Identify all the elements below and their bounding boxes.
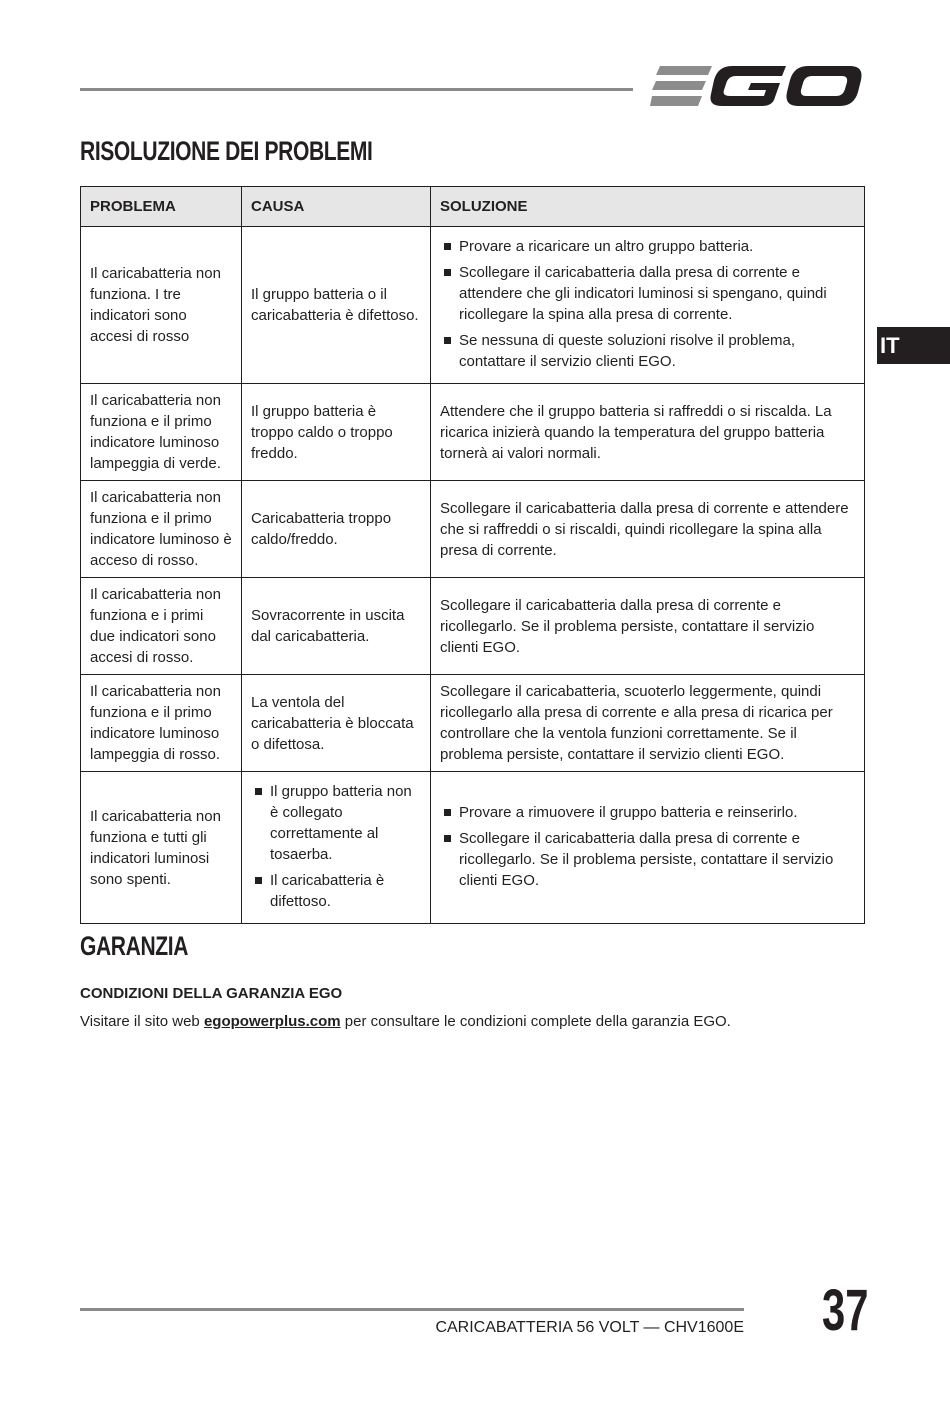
cause-item: Il caricabatteria è difettoso. (251, 870, 421, 912)
footer-rule (80, 1308, 744, 1311)
logo-o-mark (786, 66, 861, 106)
cause-list (251, 781, 421, 912)
problem-cell: Il caricabatteria non funziona e il primo indicatore luminoso lampeggia di rosso. (81, 675, 242, 772)
column-header-problem: PROBLEMA (81, 187, 242, 227)
solution-list (440, 236, 855, 372)
warranty-text-before: Visitare il sito web (80, 1013, 204, 1030)
warranty-subheading: CONDIZIONI DELLA GARANZIA EGO (80, 985, 343, 1002)
warranty-link[interactable]: egopowerplus.com (203, 1013, 341, 1030)
warranty-title: GARANZIA (80, 931, 189, 961)
table-row (81, 227, 865, 384)
cause-cell: Sovracorrente in uscita dal caricabatteria. (242, 578, 431, 675)
problem-cell: Il caricabatteria non funziona e tutti gli indicatori luminosi sono spenti. (81, 772, 242, 924)
solution-item: Se nessuna di queste soluzioni risolve il problema, contattare il servizio clienti EGO. (440, 330, 855, 372)
ego-logo (650, 62, 864, 112)
solution-cell: Scollegare il caricabatteria, scuoterlo leggermente, quindi ricollegarlo alla presa di corrente e alla presa di ricarica per controllare che la ventola funzioni correttamente. Se il problema persiste, contattare il servizio clienti EGO. (431, 675, 865, 772)
solution-cell: Scollegare il caricabatteria dalla presa di corrente e ricollegarlo. Se il problema persiste, contattare il servizio clienti EGO. (431, 578, 865, 675)
solution-item: Provare a rimuovere il gruppo batteria e reinserirlo. (440, 802, 855, 823)
table-row (81, 384, 865, 481)
language-tab: IT (877, 327, 950, 364)
solution-list (440, 802, 855, 891)
column-header-solution: SOLUZIONE (431, 187, 865, 227)
problem-cell: Il caricabatteria non funziona e i primi due indicatori sono accesi di rosso. (81, 578, 242, 675)
solution-cell (431, 227, 865, 384)
problem-cell: Il caricabatteria non funziona e il primo indicatore luminoso è acceso di rosso. (81, 481, 242, 578)
logo-g-mark (710, 66, 786, 106)
cause-cell: Caricabatteria troppo caldo/freddo. (242, 481, 431, 578)
table-row (81, 578, 865, 675)
column-header-cause: CAUSA (242, 187, 431, 227)
solution-item: Scollegare il caricabatteria dalla presa di corrente e attendere che gli indicatori luminosi si spengano, quindi ricollegare la spina alla presa di corrente. (440, 262, 855, 325)
table-row (81, 675, 865, 772)
table-row (81, 481, 865, 578)
warranty-text-after: per consultare le condizioni complete della garanzia EGO. (340, 1013, 731, 1030)
problem-cell: Il caricabatteria non funziona. I tre indicatori sono accesi di rosso (81, 227, 242, 384)
solution-cell (431, 772, 865, 924)
cause-cell (242, 772, 431, 924)
solution-cell: Attendere che il gruppo batteria si raffreddi o si riscalda. La ricarica inizierà quando la temperatura del gruppo batteria tornerà ai valori normali. (431, 384, 865, 481)
solution-item: Provare a ricaricare un altro gruppo batteria. (440, 236, 855, 257)
cause-item: Il gruppo batteria non è collegato correttamente al tosaerba. (251, 781, 421, 865)
table-header-row (81, 187, 865, 227)
solution-cell: Scollegare il caricabatteria dalla presa di corrente e attendere che si raffreddi o si riscaldi, quindi ricollegare la spina alla presa di corrente. (431, 481, 865, 578)
solution-item: Scollegare il caricabatteria dalla presa di corrente e ricollegarlo. Se il problema persiste, contattare il servizio clienti EGO. (440, 828, 855, 891)
troubleshooting-title: RISOLUZIONE DEI PROBLEMI (80, 136, 373, 166)
cause-cell: La ventola del caricabatteria è bloccata o difettosa. (242, 675, 431, 772)
table-row (81, 772, 865, 924)
footer-product-label: CARICABATTERIA 56 VOLT — CHV1600E (435, 1319, 744, 1336)
cause-cell: Il gruppo batteria o il caricabatteria è difettoso. (242, 227, 431, 384)
cause-cell: Il gruppo batteria è troppo caldo o troppo freddo. (242, 384, 431, 481)
troubleshooting-table (80, 186, 865, 924)
page-number: 37 (822, 1278, 869, 1343)
warranty-paragraph (80, 1013, 731, 1030)
problem-cell: Il caricabatteria non funziona e il primo indicatore luminoso lampeggia di verde. (81, 384, 242, 481)
logo-e-mark (650, 66, 712, 106)
header-rule (80, 88, 633, 91)
